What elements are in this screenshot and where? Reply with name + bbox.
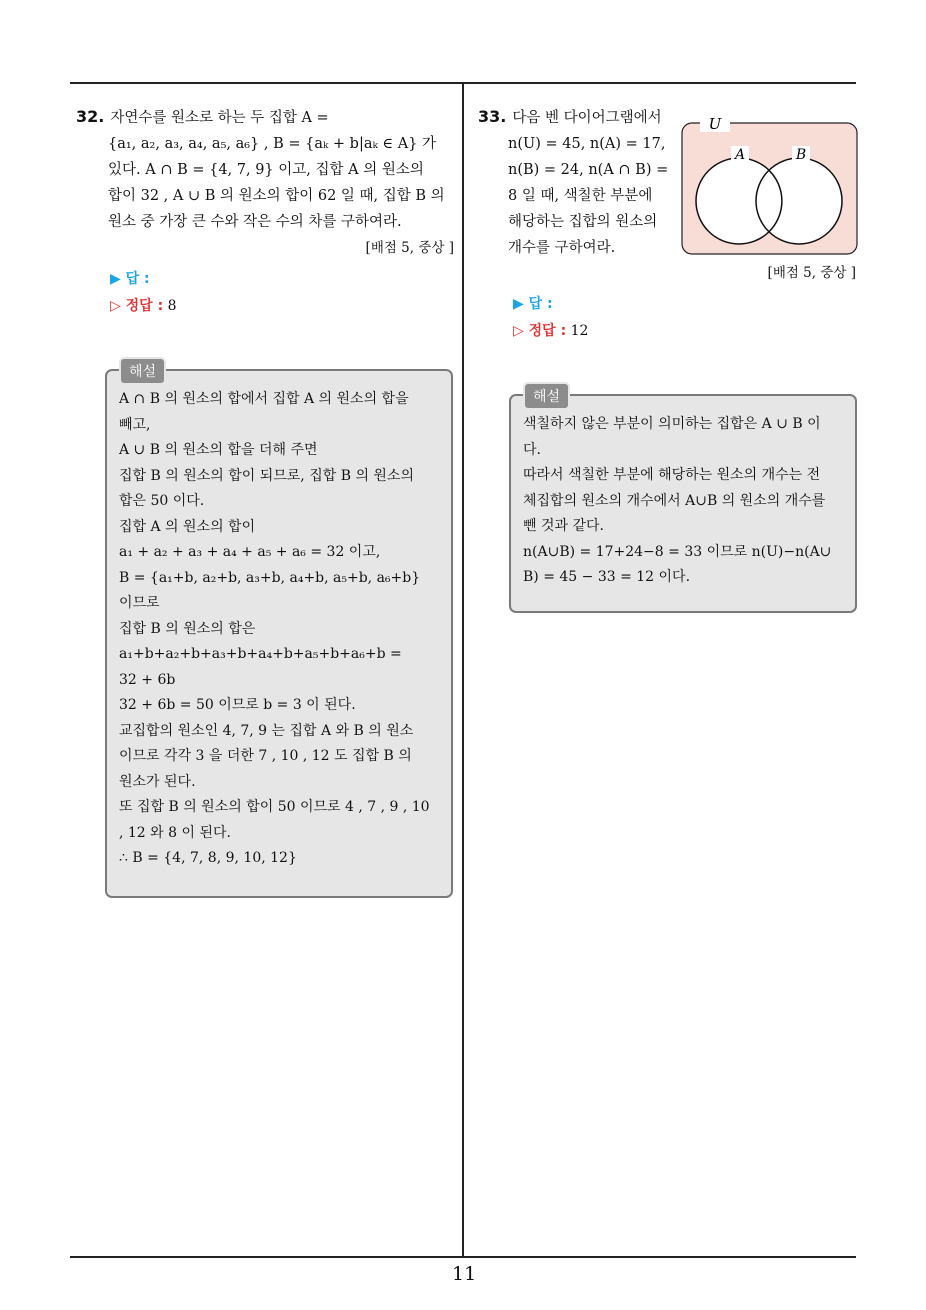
question-text-line: 8 일 때, 색칠한 부분에 [508, 188, 653, 204]
correct-value-32: 8 [167, 298, 177, 314]
solution-line: , 12 와 8 이 된다. [119, 824, 231, 841]
solution-line: 이므로 각각 3 을 더한 7 , 10 , 12 도 집합 B 의 [119, 748, 412, 764]
correct-answer-33 [513, 320, 588, 340]
solution-line: ∴ B = {4, 7, 8, 9, 10, 12} [119, 850, 297, 866]
venn-diagram [678, 112, 860, 258]
solution-line: 뺀 것과 같다. [523, 518, 604, 534]
solution-box-32 [105, 369, 453, 898]
solution-line: 32 + 6b [119, 671, 176, 688]
solution-line: B = {a₁+b, a₂+b, a₃+b, a₄+b, a₅+b, a₆+b} [119, 569, 421, 586]
column-divider [462, 82, 464, 1257]
solution-line: 이므로 [119, 595, 160, 611]
solution-line: A ∩ B 의 원소의 합에서 집합 A 의 원소의 합을 [119, 391, 409, 407]
question-text-line: 다음 벤 다이어그램에서 [512, 110, 662, 126]
question-text-line: 자연수를 원소로 하는 두 집합 A = [110, 110, 329, 126]
question-text-line: n(U) = 45, n(A) = 17, [508, 136, 666, 152]
answer-label-33: ▶ 답 : [513, 296, 553, 312]
solution-line: a₁+b+a₂+b+a₃+b+a₄+b+a₅+b+a₆+b = [119, 646, 402, 662]
question-text-line: 합이 32 , A ∪ B 의 원소의 합이 62 일 때, 집합 B 의 [108, 188, 445, 204]
question-text-line: 원소 중 가장 큰 수와 작은 수의 차를 구하여라. [108, 214, 402, 230]
solution-line: 또 집합 B 의 원소의 합이 50 이므로 4 , 7 , 9 , 10 [119, 799, 430, 815]
page-number: 11 [452, 1263, 477, 1285]
venn-universe-label: U [708, 115, 722, 133]
solution-line: 원소가 된다. [119, 773, 196, 790]
answer-label-32: ▶ 답 : [110, 271, 150, 287]
question-33-number: 33. [478, 107, 507, 126]
solution-line: 빼고, [119, 416, 151, 433]
question-text-line: n(B) = 24, n(A ∩ B) = [508, 162, 669, 178]
solution-line: 교집합의 원소인 4, 7, 9 는 집합 A 와 B 의 원소 [119, 722, 414, 739]
solution-tag-33: 해설 [523, 382, 570, 410]
question-33-score: [배점 5, 중상 ] [767, 265, 856, 281]
solution-line: 집합 B 의 원소의 합이 되므로, 집합 B 의 원소의 [119, 467, 414, 484]
venn-set-b-label: B [795, 147, 807, 163]
question-text-line: 있다. A ∩ B = {4, 7, 9} 이고, 집합 A 의 원소의 [108, 162, 424, 178]
solution-line: 집합 A 의 원소의 합이 [119, 518, 256, 535]
question-33-text [478, 104, 670, 261]
venn-set-a-label: A [734, 147, 746, 163]
bottom-rule [70, 1256, 856, 1258]
solution-line: n(A∪B) = 17+24−8 = 33 이므로 n(U)−n(A∪ [523, 543, 832, 560]
solution-line: 합은 50 이다. [119, 493, 205, 509]
correct-label-32: ▷ 정답 : [110, 298, 164, 314]
question-33 [478, 104, 670, 261]
question-text-line: 해당하는 집합의 원소의 [508, 214, 658, 230]
solution-line: B) = 45 − 33 = 12 이다. [523, 569, 691, 585]
correct-value-33: 12 [570, 323, 589, 339]
solution-line: 32 + 6b = 50 이므로 b = 3 이 된다. [119, 697, 356, 713]
correct-label-33: ▷ 정답 : [513, 323, 567, 339]
question-text-line: 개수를 구하여라. [508, 240, 616, 256]
question-32-number: 32. [76, 107, 105, 126]
solution-box-33 [509, 394, 857, 613]
question-32-score: [배점 5, 중상 ] [365, 240, 454, 256]
correct-answer-32 [110, 295, 177, 315]
solution-tag-32: 해설 [119, 357, 166, 385]
solution-line: 집합 B 의 원소의 합은 [119, 620, 256, 637]
solution-line: 따라서 색칠한 부분에 해당하는 원소의 개수는 전 [523, 467, 821, 483]
solution-line: a₁ + a₂ + a₃ + a₄ + a₅ + a₆ = 32 이고, [119, 544, 381, 560]
solution-line: A ∪ B 의 원소의 합을 더해 주면 [119, 442, 318, 458]
solution-line: 다. [523, 441, 541, 458]
solution-line: 체집합의 원소의 개수에서 A∪B 의 원소의 개수를 [523, 492, 826, 509]
solution-line: 색칠하지 않은 부분이 의미하는 집합은 A ∪ B 이 [523, 416, 821, 432]
question-32-text [76, 104, 454, 235]
question-text-line: {a₁, a₂, a₃, a₄, a₅, a₆} , B = {aₖ + b|aₖ ∈ A} 가 [108, 136, 437, 152]
question-32 [76, 104, 454, 261]
